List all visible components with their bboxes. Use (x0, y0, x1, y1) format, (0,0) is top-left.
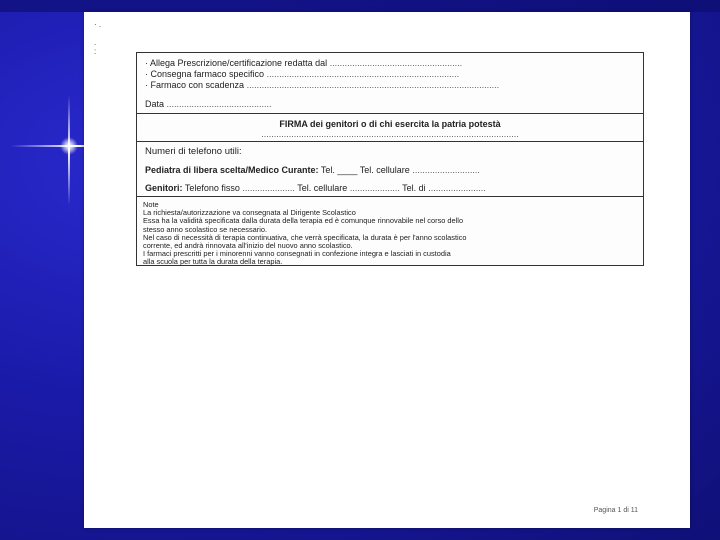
fill-dots: ..................... (242, 183, 295, 193)
genitori-fisso-label: Telefono fisso (184, 183, 240, 193)
fill-dots: .......................................... (166, 99, 272, 109)
page-number: Pagina 1 di 11 (593, 507, 638, 514)
note-line: alla scuola per tutta la durata della terapia. (143, 257, 283, 267)
note-line: corrente, ed andrà rinnovata all'inizio del nuovo anno scolastico. (143, 241, 353, 251)
signature-line: ....................................................................................................... (261, 129, 519, 139)
fill-dots: .................... (349, 183, 400, 193)
genitori-row (145, 183, 486, 193)
notes-title: Note (143, 200, 159, 209)
date-row (145, 99, 272, 109)
fill-dots: ............................................................................. (266, 69, 460, 79)
fill-dots: ........................... (412, 165, 480, 175)
check-item-1 (145, 58, 462, 68)
check-item-3 (145, 80, 499, 90)
pediatra-cell-label: Tel. cellulare (359, 165, 410, 175)
fill-dots: ....................... (428, 183, 486, 193)
margin-marks: · . . : (94, 20, 102, 56)
divider (137, 141, 643, 142)
check-item-label: · Consegna farmaco specifico (145, 69, 265, 79)
pediatra-tel-label: Tel. ____ (320, 165, 358, 175)
divider (137, 196, 643, 197)
fill-dots: ..................................................................................................... (246, 80, 500, 90)
check-item-label: · Farmaco con scadenza (145, 80, 245, 90)
genitori-tel-label: Tel. di (402, 183, 426, 193)
sparkle-icon (60, 137, 78, 155)
check-item-label: · Allega Prescrizione/certificazione redatta dal (145, 58, 328, 68)
notes-block (143, 201, 637, 267)
note-line: Essa ha la validità specificata dalla durata della terapia ed è comunque rinnovabile nel corso dello (143, 216, 464, 226)
phones-title: Numeri di telefono utili: (145, 146, 242, 157)
note-line: I farmaci prescritti per i minorenni vanno consegnati in confezione integra e lasciati in custodia (143, 249, 451, 259)
genitori-cell-label: Tel. cellulare (297, 183, 348, 193)
signature-label: FIRMA dei genitori o di chi esercita la patria potestà (279, 119, 501, 129)
scanned-document-page (84, 12, 690, 528)
check-item-2 (145, 69, 459, 79)
pediatra-label: Pediatra di libera scelta/Medico Curante: (145, 165, 319, 175)
note-line: stesso anno scolastico se necessario. (143, 224, 268, 234)
top-band (0, 0, 720, 12)
note-line: Nel caso di necessità di terapia continuativa, che verrà specificata, la durata è per l'anno scolastico (143, 232, 467, 242)
pediatra-row (145, 165, 480, 175)
note-line: La richiesta/autorizzazione va consegnata al Dirigente Scolastico (143, 208, 356, 218)
genitori-label: Genitori: (145, 183, 183, 193)
divider (137, 113, 643, 114)
fill-dots: ..................................................... (329, 58, 463, 68)
date-label: Data (145, 99, 165, 109)
medication-form (136, 52, 644, 266)
